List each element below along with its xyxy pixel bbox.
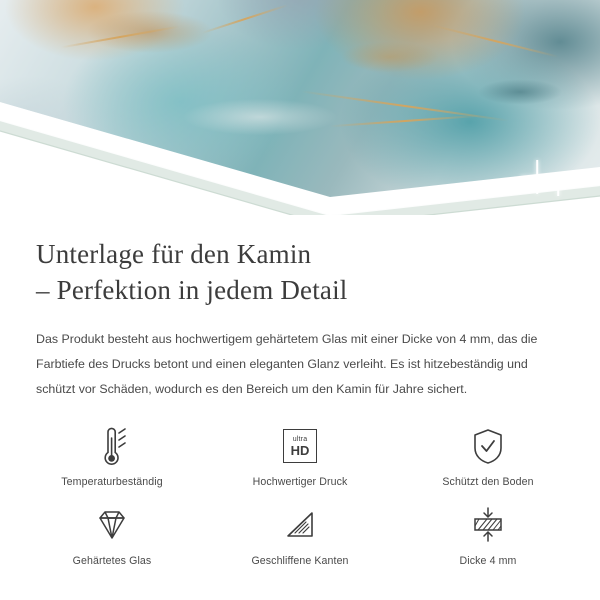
feature-label: Temperaturbeständig: [61, 476, 163, 489]
feature-grid: [0, 423, 600, 567]
feature-label: Hochwertiger Druck: [252, 476, 348, 489]
page-title: [36, 237, 564, 309]
thermometer-icon: [92, 423, 132, 469]
diamond-icon: [90, 502, 134, 548]
body-text: Das Produkt besteht aus hochwertigem gehärtetem Glas mit einer Dicke von 4 mm, das die Farbtiefe des Drucks betont und einen eleganten Glanz verleiht. Es ist hitzebeständig und schützt vor Schäden, wodurch es den Bereich um den Kamin für Jahre sichert.: [36, 331, 538, 396]
feature-item: [394, 502, 582, 567]
marble-art-overlay: [0, 0, 600, 197]
feature-label: Gehärtetes Glas: [72, 555, 152, 568]
feature-label: Schützt den Boden: [442, 476, 534, 489]
feature-item: [206, 423, 394, 488]
ultra-hd-icon: [283, 423, 317, 469]
thickness-arrows-icon: [467, 502, 509, 548]
feature-item: [394, 423, 582, 488]
feature-item: [206, 502, 394, 567]
ultra-hd-badge-top: ultra: [292, 435, 308, 443]
headline-line-1: Unterlage für den Kamin: [36, 239, 312, 269]
hero-image: [0, 0, 600, 215]
feature-item: [18, 423, 206, 488]
sparkle-icon: [548, 176, 568, 196]
feature-label: Geschliffene Kanten: [251, 555, 349, 568]
text-content: [0, 237, 600, 401]
headline-line-2: – Perfektion in jedem Detail: [36, 274, 348, 305]
shield-check-icon: [468, 423, 508, 469]
feature-item: [18, 502, 206, 567]
ultra-hd-badge-bottom: HD: [290, 442, 310, 458]
feature-label: Dicke 4 mm: [459, 555, 517, 568]
polished-edges-icon: [279, 502, 321, 548]
